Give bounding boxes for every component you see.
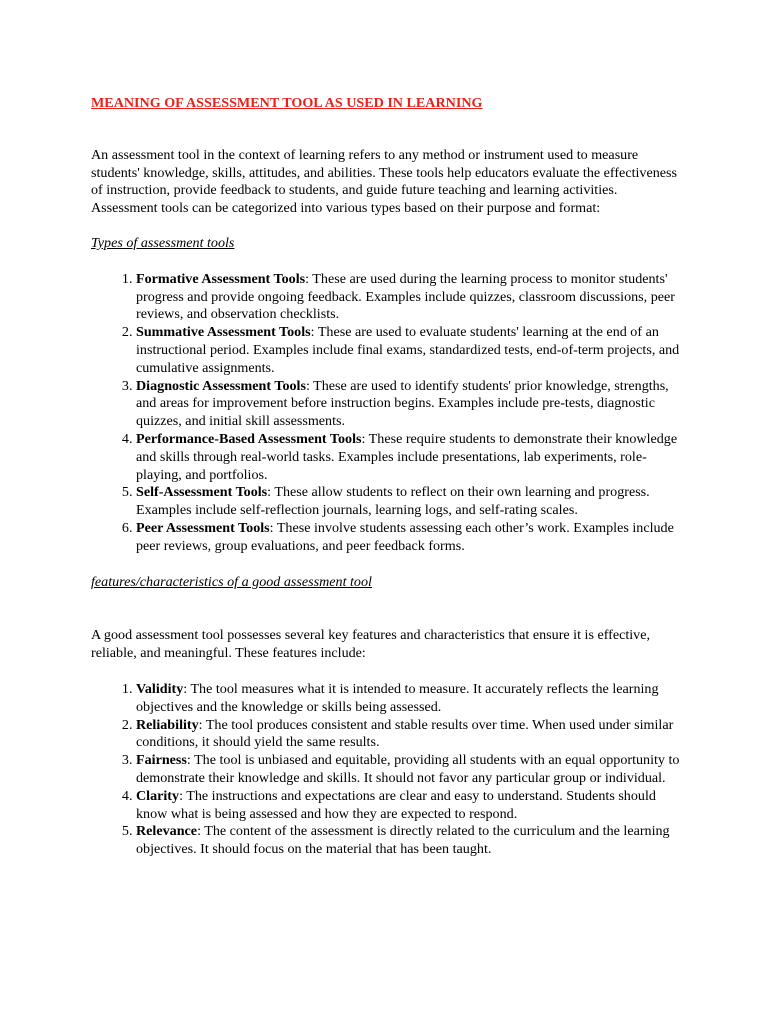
list-item [136,324,681,377]
list-item-text: : These are used during the learning process to monitor students' progress and provide ongoing feedback. Examples include quizzes, classroom discussions, peer reviews, and observation checklists. [136,270,675,323]
list-item-text: : The content of the assessment is directly related to the curriculum and the learning objectives. It should focus on the material that has been taught. [136,823,670,858]
features-list [91,681,681,859]
list-item-term: Diagnostic Assessment Tools [136,377,306,394]
list-item [136,378,681,431]
intro-paragraph: An assessment tool in the context of learning refers to any method or instrument used to measure students' knowledge, skills, attitudes, and abilities. These tools help educators evaluate the effectiveness of instruction, provide feedback to students, and guide future teaching and learning activities. Assessment tools can be categorized into various types based on their purpose and format: [91,146,677,217]
list-item-term: Clarity [136,787,180,804]
document-title: MEANING OF ASSESSMENT TOOL AS USED IN LEARNING [91,95,483,111]
list-item [136,788,681,824]
list-item-term: Reliability [136,716,199,733]
list-item [136,431,681,484]
list-item-text: : The tool produces consistent and stable results over time. When used under similar conditions, it should yield the same results. [136,716,674,751]
list-item [136,752,681,788]
list-item-text: : The tool is unbiased and equitable, providing all students with an equal opportunity to demonstrate their knowledge and skills. It should not favor any particular group or individual. [136,752,680,786]
features-heading: features/characteristics of a good assessment tool [91,573,372,590]
list-item [136,681,681,717]
types-list [91,271,681,556]
list-item-term: Validity [136,680,184,697]
list-item-text: : The instructions and expectations are clear and easy to understand. Students should know what is being assessed and how they are expected to respond. [136,787,656,822]
list-item-term: Summative Assessment Tools [136,324,311,341]
list-item-text: : These allow students to reflect on their own learning and progress. Examples include self-reflection journals, learning logs, and self-rating scales. [136,484,650,519]
list-item [136,484,681,520]
list-item-term: Performance-Based Assessment Tools [136,430,362,447]
list-item-term: Formative Assessment Tools [136,270,306,287]
list-item-text: : These require students to demonstrate their knowledge and skills through real-world tasks. Examples include presentations, lab experiments, role-playing, and portfolios. [136,430,678,483]
list-item [136,271,681,324]
list-item-text: : These involve students assessing each other’s work. Examples include peer reviews, group evaluations, and peer feedback forms. [136,519,674,554]
types-heading: Types of assessment tools [91,234,235,251]
features-intro-paragraph: A good assessment tool possesses several key features and characteristics that ensure it is effective, reliable, and meaningful. These features include: [91,627,651,662]
list-item [136,717,681,753]
list-item-term: Peer Assessment Tools [136,519,270,536]
list-item-text: : The tool measures what it is intended to measure. It accurately reflects the learning objectives and the knowledge or skills being assessed. [136,680,659,715]
list-item-term: Relevance [136,823,198,840]
list-item-term: Self-Assessment Tools [136,484,268,501]
list-item [136,520,681,556]
list-item-term: Fairness [136,752,187,769]
list-item-text: : These are used to identify students' prior knowledge, strengths, and areas for improvement before instruction begins. Examples include pre-tests, diagnostic quizzes, and initial skill assessments. [136,377,669,430]
document-page [91,95,681,859]
list-item [136,823,681,859]
list-item-text: : These are used to evaluate students' learning at the end of an instructional period. Examples include final exams, standardized tests, end-of-term projects, and cumulative assignments. [136,324,680,376]
